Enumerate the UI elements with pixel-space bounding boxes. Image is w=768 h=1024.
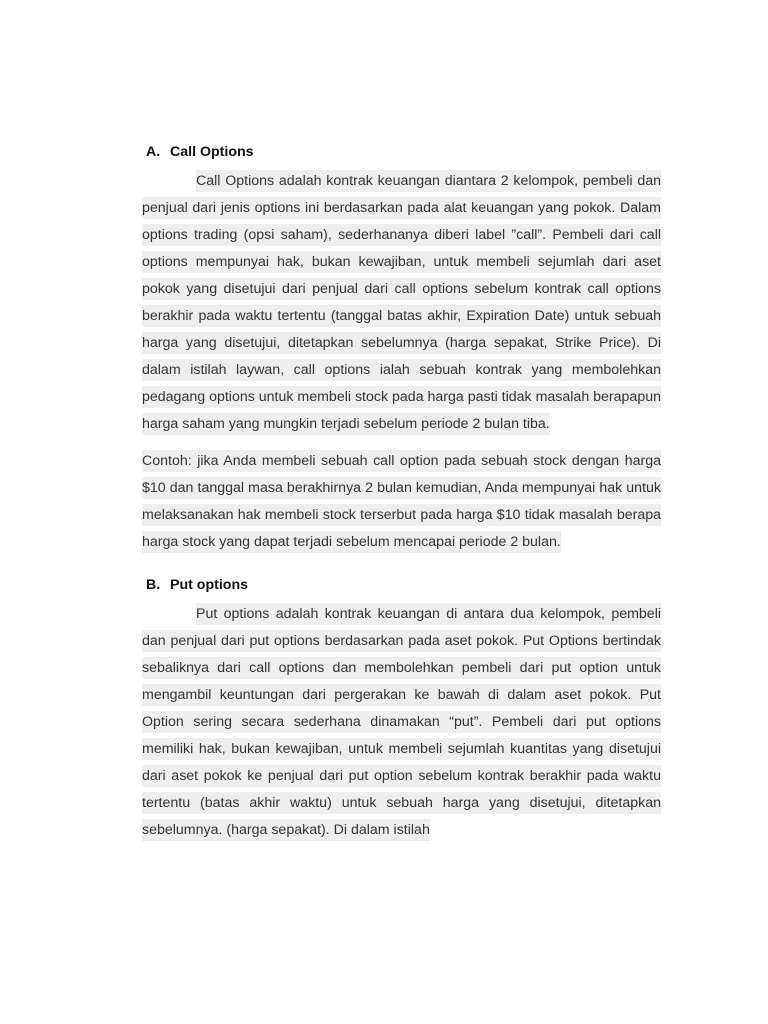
section-a-paragraph-1-text: Call Options adalah kontrak keuangan diantara 2 kelompok, pembeli dan penjual dari jenis options ini berdasarkan pada alat keuangan yang pokok. Dalam options trading (opsi saham), sederhananya diberi label ”call”. Pembeli dari call options mempunyai hak, bukan kewajiban, untuk membeli sejumlah dari aset pokok yang disetujui dari penjual dari call options sebelum kontrak call options berakhir pada waktu tertentu (tanggal batas akhir, Expiration Date) untuk sebuah harga yang disetujui, ditetapkan sebelumnya (harga sepakat, Strike Price). Di dalam istilah laywan, call options ialah sebuah kontrak yang membolehkan pedagang options untuk membeli stock pada harga pasti tidak masalah berapapun harga saham yang mungkin terjadi sebelum periode 2 bulan tiba. — [142, 170, 661, 435]
section-b-paragraph-1 — [142, 601, 661, 844]
section-b-paragraph-1-text: Put options adalah kontrak keuangan di antara dua kelompok, pembeli dan penjual dari put options berdasarkan pada aset pokok. Put Options bertindak sebaliknya dari call options dan membolehkan pembeli dari put option untuk mengambil keuntungan dari pergerakan ke bawah di dalam aset pokok. Put Option sering secara sederhana dinamakan “put”. Pembeli dari put options memiliki hak, bukan kewajiban, untuk membeli sejumlah kuantitas yang disetujui dari aset pokok ke penjual dari put option sebelum kontrak berakhir pada waktu tertentu (batas akhir waktu) untuk sebuah harga yang disetujui, ditetapkan sebelumnya. (harga sepakat). Di dalam istilah — [142, 603, 661, 841]
section-a-heading — [146, 142, 661, 168]
section-b-title: Put options — [170, 577, 249, 593]
section-gap — [142, 556, 661, 575]
section-a-paragraph-2 — [142, 448, 661, 556]
section-b-heading — [146, 575, 661, 601]
section-a-paragraph-1 — [142, 168, 661, 438]
paragraph-gap — [142, 438, 661, 448]
section-a-paragraph-2-text: Contoh: jika Anda membeli sebuah call option pada sebuah stock dengan harga $10 dan tanggal masa berakhirnya 2 bulan kemudian, Anda mempunyai hak untuk melaksanakan hak membeli stock terserbut pada harga $10 tidak masalah berapa harga stock yang dapat terjadi sebelum mencapai periode 2 bulan. — [142, 450, 661, 553]
section-b-number: B. — [146, 577, 161, 593]
section-a-number: A. — [146, 144, 161, 160]
document-body — [142, 142, 661, 844]
section-a-title: Call Options — [170, 144, 254, 160]
